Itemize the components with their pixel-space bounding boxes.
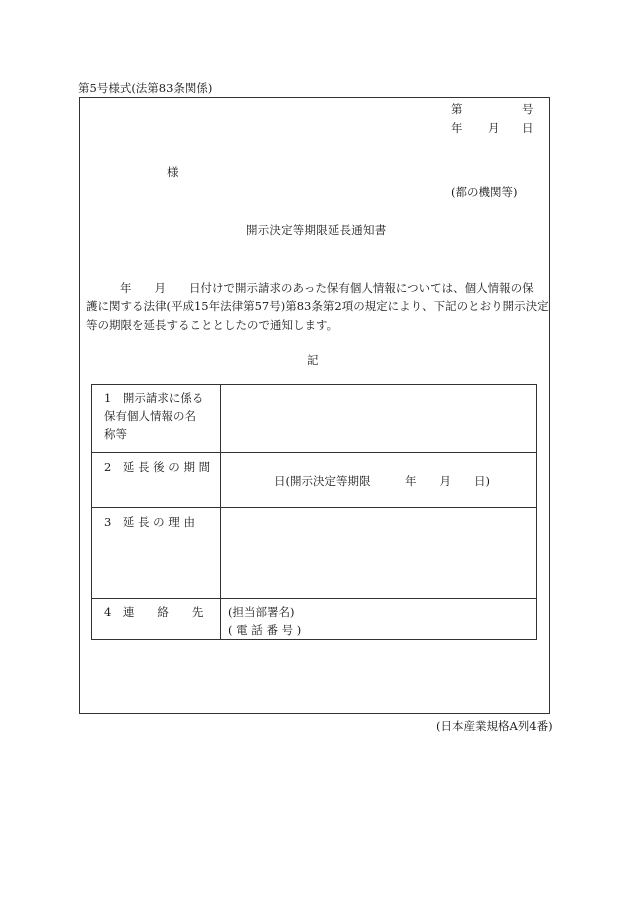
- row2-value: 日(開示決定等期限 年 月 日): [274, 474, 490, 488]
- paper-size-note: (日本産業規格A列4番): [436, 719, 553, 733]
- table-row-divider-1: [92, 452, 536, 453]
- row1-label-line3: 称等: [104, 427, 127, 441]
- document-title: 開示決定等期限延長通知書: [246, 223, 387, 237]
- date-day-label: 日: [522, 121, 534, 135]
- form-number-header: 第5号様式(法第83条関係): [78, 81, 213, 95]
- table-row-divider-2: [92, 507, 536, 508]
- row4-phone-label: ( 電 話 番 号 ): [228, 623, 302, 637]
- row1-label-line1: 1 開示請求に係る: [104, 391, 204, 405]
- date-year-label: 年: [451, 121, 463, 135]
- ki-label: 記: [307, 353, 319, 367]
- row4-department-label: (担当部署名): [228, 605, 295, 619]
- table-column-divider: [220, 385, 221, 639]
- addressee-honorific: 様: [167, 165, 179, 179]
- row3-label: 3 延 長 の 理 由: [104, 515, 195, 529]
- detail-table: [91, 384, 537, 640]
- document-number-suffix: 号: [522, 102, 534, 116]
- row2-label: 2 延 長 後 の 期 間: [104, 460, 211, 474]
- body-line-3: 等の期限を延長することとしたので通知します。: [86, 318, 339, 332]
- row1-label-line2: 保有個人情報の名: [104, 409, 196, 423]
- row4-label: 4 連 絡 先: [104, 605, 204, 619]
- body-line-2: 護に関する法律(平成15年法律第57号)第83条第2項の規定により、下記のとおり開示決定: [86, 299, 549, 313]
- date-month-label: 月: [488, 121, 500, 135]
- issuer-label: (都の機関等): [451, 185, 518, 199]
- body-line-1: 年 月 日付けで開示請求のあった保有個人情報については、個人情報の保: [120, 281, 534, 295]
- document-number-label: 第: [451, 102, 463, 116]
- table-row-divider-3: [92, 598, 536, 599]
